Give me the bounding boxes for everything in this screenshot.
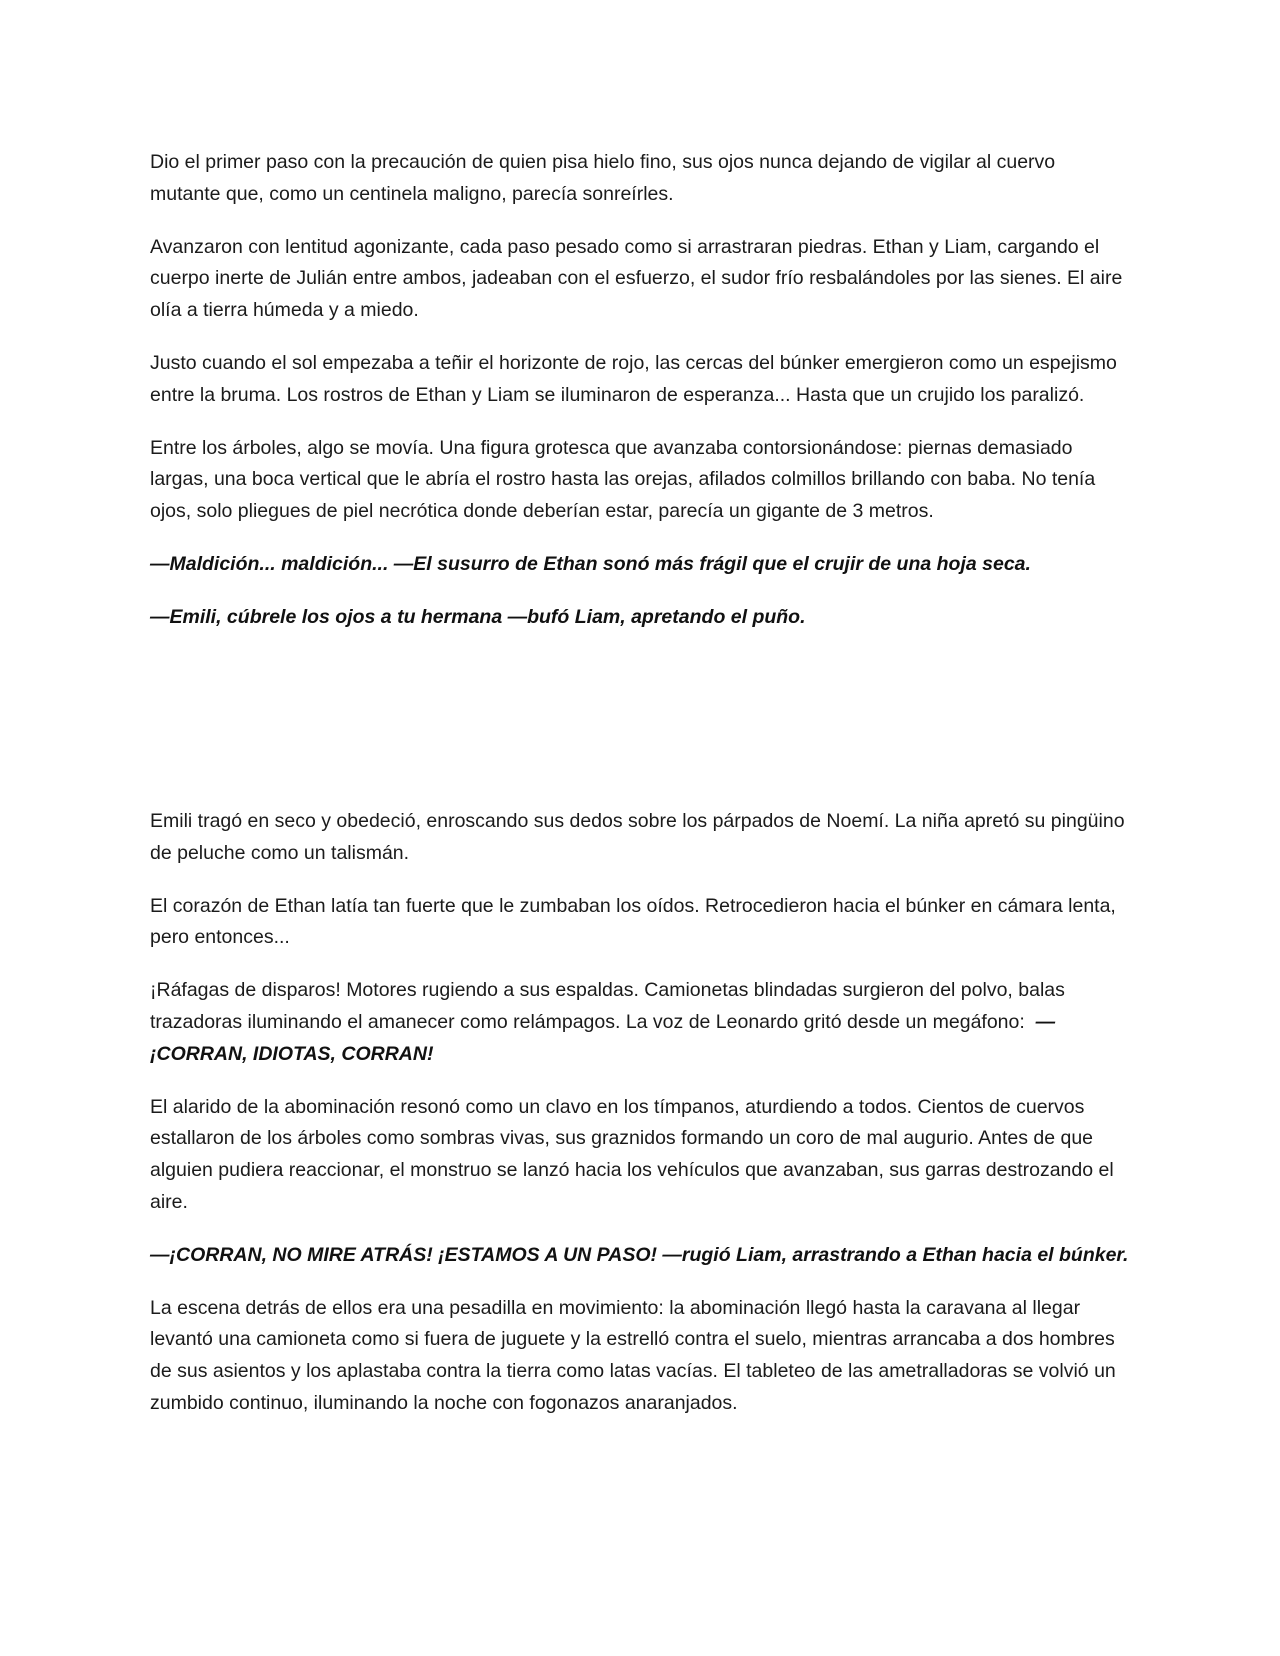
dialog-liam-emili: —Emili, cúbrele los ojos a tu hermana —bufó Liam, apretando el puño. xyxy=(150,605,806,628)
paragraph-bunker-fences: Justo cuando el sol empezaba a teñir el horizonte de rojo, las cercas del búnker emergieron como un espejismo entre la bruma. Los rostros de Ethan y Liam se iluminaron de esperanza... Hasta que un crujido los paralizó. xyxy=(150,351,1117,406)
dialog-leonardo-megaphone: — ¡CORRAN, IDIOTAS, CORRAN! xyxy=(150,1010,1056,1065)
paragraph-creature: Entre los árboles, algo se movía. Una figura grotesca que avanzaba contorsionándose: piernas demasiado largas, una boca vertical que le abría el rostro hasta las orejas, afilados colmillos brillando con baba. No tenía ojos, solo pliegues de piel necrótica donde deberían estar, parecía un gigante de 3 metros. xyxy=(150,436,1096,523)
text-block-upper xyxy=(150,147,1130,655)
paragraph-gunfire xyxy=(150,975,1130,1070)
paragraph-advance: Avanzaron con lentitud agonizante, cada paso pesado como si arrastraran piedras. Ethan y Liam, cargando el cuerpo inerte de Julián entre ambos, jadeaban con el esfuerzo, el sudor frío resbalándoles por las sienes. El aire olía a tierra húmeda y a miedo. xyxy=(150,235,1123,322)
paragraph-ethan-heart: El corazón de Ethan latía tan fuerte que le zumbaban los oídos. Retrocedieron hacia el búnker en cámara lenta, pero entonces... xyxy=(150,894,1116,949)
paragraph-first-step: Dio el primer paso con la precaución de quien pisa hielo fino, sus ojos nunca dejando de vigilar al cuervo mutante que, como un centinela maligno, parecía sonreírles. xyxy=(150,151,1056,205)
dialog-ethan-whisper: —Maldición... maldición... —El susurro de Ethan sonó más frágil que el crujir de una hoja seca. xyxy=(150,552,1031,575)
paragraph-emili-obeys: Emili tragó en seco y obedeció, enroscando sus dedos sobre los párpados de Noemí. La niña apretó su pingüino de peluche como un talismán. xyxy=(150,810,1125,864)
gunfire-narration: ¡Ráfagas de disparos! Motores rugiendo a sus espaldas. Camionetas blindadas surgieron del polvo, balas trazadoras iluminando el amanecer como relámpagos. La voz de Leonardo gritó desde un megáfono: xyxy=(150,979,1065,1033)
text-block-lower xyxy=(150,806,1130,1441)
dialog-liam-run: —¡CORRAN, NO MIRE ATRÁS! ¡ESTAMOS A UN PASO! —rugió Liam, arrastrando a Ethan hacia el búnker. xyxy=(150,1243,1129,1266)
paragraph-nightmare-scene: La escena detrás de ellos era una pesadilla en movimiento: la abominación llegó hasta la caravana al llegar levantó una camioneta como si fuera de juguete y la estrelló contra el suelo, mientras arrancaba a dos hombres de sus asientos y los aplastaba contra la tierra como latas vacías. El tableteo de las ametralladoras se volvió un zumbido continuo, iluminando la noche con fogonazos anaranjados. xyxy=(150,1296,1116,1414)
paragraph-abomination-scream: El alarido de la abominación resonó como un clavo en los tímpanos, aturdiendo a todos. Cientos de cuervos estallaron de los árboles como sombras vivas, sus graznidos formando un coro de mal augurio. Antes de que alguien pudiera reaccionar, el monstruo se lanzó hacia los vehículos que avanzaban, sus garras destrozando el aire. xyxy=(150,1095,1114,1213)
